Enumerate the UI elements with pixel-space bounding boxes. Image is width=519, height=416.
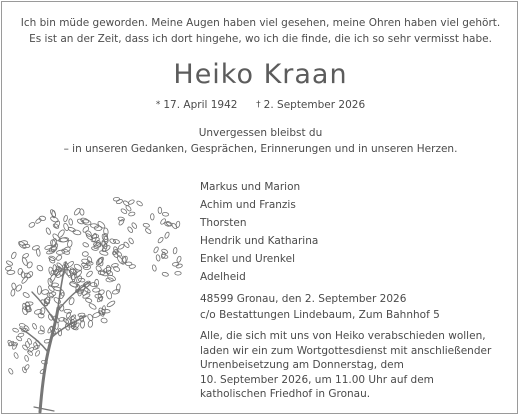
family-member: Hendrik und Katharina bbox=[200, 235, 319, 247]
intro-line: Ich bin müde geworden. Meine Augen haben viel gesehen, meine Ohren haben viel gehört. bbox=[20, 17, 501, 29]
tree-icon bbox=[4, 182, 184, 414]
life-dates bbox=[2, 98, 519, 112]
invitation-line: katholischen Friedhof in Gronau. bbox=[200, 388, 371, 400]
death-date: 2. September 2026 bbox=[263, 99, 366, 111]
obituary-card bbox=[1, 1, 518, 414]
intro-line: Es ist an der Zeit, dass ich dort hingehe, wo ich die finde, die ich so sehr vermisst habe. bbox=[29, 32, 492, 45]
invitation-line: 10. September 2026, um 11.00 Uhr auf dem bbox=[200, 373, 434, 386]
family-member: Achim und Franzis bbox=[200, 199, 296, 211]
birth-symbol: * bbox=[155, 100, 161, 110]
invitation-line: laden wir ein zum Wortgottesdienst mit anschließender bbox=[200, 344, 492, 357]
intro-quote bbox=[2, 16, 519, 47]
address-line: 48599 Gronau, den 2. September 2026 bbox=[200, 293, 407, 305]
address-block bbox=[200, 292, 440, 323]
invitation-line: Urnenbeisetzung am Donnerstag, dem bbox=[200, 359, 404, 371]
family-member: Enkel und Urenkel bbox=[200, 253, 295, 265]
funeral-invitation bbox=[200, 329, 491, 402]
invitation-line: Alle, die sich mit uns von Heiko verabschieden wollen, bbox=[200, 330, 486, 342]
family-list bbox=[200, 178, 318, 286]
remembrance-line: Unvergessen bleibst du bbox=[198, 127, 323, 139]
family-member: Thorsten bbox=[200, 217, 247, 229]
remembrance-text bbox=[2, 126, 519, 157]
deceased-name: Heiko Kraan bbox=[173, 59, 348, 90]
family-member: Markus und Marion bbox=[200, 181, 301, 193]
death-symbol: † bbox=[256, 100, 261, 110]
birth-date: 17. April 1942 bbox=[163, 99, 238, 111]
family-member: Adelheid bbox=[200, 271, 246, 283]
address-line: c/o Bestattungen Lindebaum, Zum Bahnhof 5 bbox=[200, 308, 440, 321]
remembrance-line: – in unseren Gedanken, Gesprächen, Erinnerungen und in unseren Herzen. bbox=[63, 142, 458, 155]
